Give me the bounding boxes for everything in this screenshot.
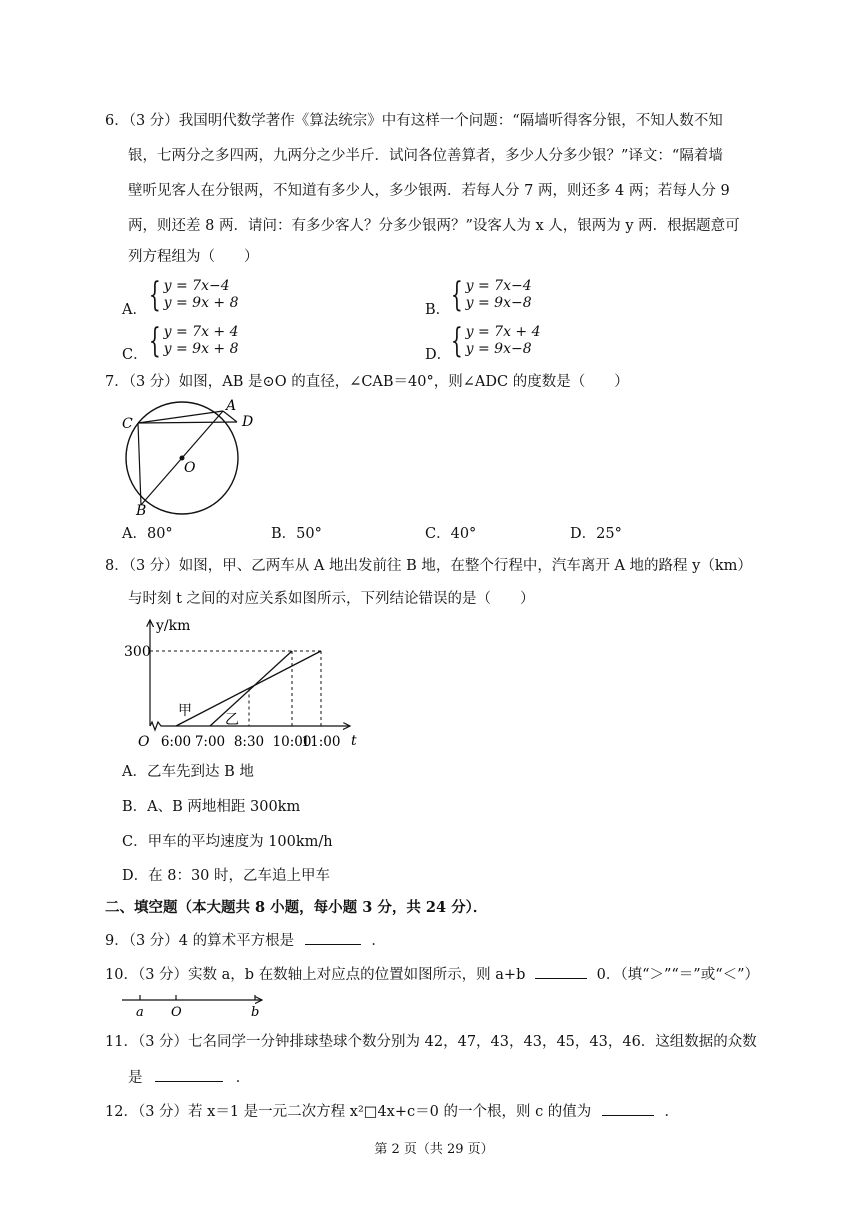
q8-distance-time-chart [124, 612, 368, 756]
q7-stem: 7．（3 分）如图，AB 是⊙O 的直径，∠CAB＝40°，则∠ADC 的度数是（ ） [105, 374, 629, 390]
q10-stem: 10．（3 分）实数 a，b 在数轴上对应点的位置如图所示，则 a+b [105, 967, 526, 983]
q7-option-b: B．50° [271, 526, 322, 542]
q11-stem-end: 是 [128, 1070, 143, 1086]
q7-option-d: D．25° [570, 526, 622, 542]
q12-answer-blank[interactable] [602, 1101, 654, 1116]
x-axis-label: t [351, 733, 357, 749]
q7-option-c: C．40° [425, 526, 477, 542]
q6-option-b-label: B． [425, 302, 451, 318]
x-tick-label: 11:00 [301, 734, 341, 750]
label-a: A [226, 398, 237, 414]
q12-line [105, 1101, 679, 1122]
q8-line-1: 8．（3 分）如图，甲、乙两车从 A 地出发前往 B 地，在整个行程中，汽车离开 A 地的路程 y（km） [105, 558, 752, 574]
q12-tail: ． [664, 1104, 680, 1120]
label-o: O [184, 460, 196, 476]
q11-line-2 [128, 1067, 250, 1088]
q11-tail: ． [235, 1070, 251, 1086]
label-b: B [136, 503, 147, 519]
label-d: D [242, 414, 254, 430]
q8-option-d: D．在 8：30 时，乙车追上甲车 [122, 868, 331, 884]
q9-tail: ． [371, 933, 386, 949]
q10-line [105, 964, 759, 985]
series-label-jia: 甲 [178, 703, 192, 719]
q8-option-a: A．乙车先到达 B 地 [122, 764, 254, 780]
q7-option-a: A．80° [122, 526, 173, 542]
equation: y = 9x + 8 [163, 341, 239, 357]
q10-number-line [118, 990, 268, 1020]
section-2-heading: 二、填空题（本大题共 8 小题，每小题 3 分，共 24 分）． [105, 899, 488, 916]
q8-option-c: C．甲车的平均速度为 100km/h [122, 834, 333, 850]
q9-line [105, 930, 386, 951]
equation: y = 7x−4 [163, 278, 230, 294]
q9-answer-blank[interactable] [305, 930, 361, 945]
q9-stem: 9．（3 分）4 的算术平方根是 [105, 933, 295, 949]
q6-option-a-system: { y = 7x−4 y = 9x + 8 [148, 275, 239, 315]
q8-line-2: 与时刻 t 之间的对应关系如图所示，下列结论错误的是（ ） [128, 591, 535, 607]
equation: y = 7x + 4 [163, 324, 239, 340]
q6-option-d-system: { y = 7x + 4 y = 9x−8 [450, 321, 541, 361]
x-tick-label: 7:00 [194, 734, 226, 750]
label-o: O [171, 1005, 182, 1020]
series-line-yi [210, 651, 292, 726]
q6-option-d-label: D． [425, 347, 452, 363]
q6-line-5: 列方程组为（ ） [128, 249, 259, 265]
q6-line-1: 6．（3 分）我国明代数学著作《算法统宗》中有这样一个问题：“隔墙听得客分银，不知人数不知 [105, 113, 723, 129]
q11-answer-blank[interactable] [155, 1067, 223, 1082]
chord-cd [138, 422, 237, 423]
equation: y = 7x−4 [465, 278, 532, 294]
q6-line-4: 两，则还差 8 两．请问：有多少客人？分多少银两？”设客人为 x 人，银两为 y 两．根据题意可 [128, 218, 740, 234]
x-tick-label: 6:00 [160, 734, 192, 750]
q6-option-c-label: C． [122, 347, 148, 363]
q6-line-3: 壁听见客人在分银两，不知道有多少人，多少银两．若每人分 7 两，则还多 4 两；若每人分 9 [128, 183, 730, 199]
q12-stem: 12．（3 分）若 x＝1 是一元二次方程 x²□4x+c＝0 的一个根，则 c 的值为 [105, 1104, 592, 1120]
label-b: b [251, 1005, 260, 1020]
equation: y = 9x−8 [465, 341, 532, 357]
q10-tail: 0．（填“＞”“＝”或“＜”） [596, 967, 760, 983]
q6-option-b-system: { y = 7x−4 y = 9x−8 [450, 275, 532, 315]
q8-option-b: B．A、B 两地相距 300km [122, 799, 301, 815]
label-c: C [122, 416, 133, 432]
y-tick-300: 300 [124, 644, 151, 660]
equation: y = 9x−8 [465, 295, 532, 311]
q11-line-1: 11．（3 分）七名同学一分钟排球垫球个数分别为 42，47，43，43，45，43，46．这组数据的众数 [105, 1034, 757, 1050]
q7-circle-figure [116, 398, 266, 518]
label-a: a [136, 1005, 144, 1020]
page-footer: 第 2 页（共 29 页） [374, 1142, 494, 1157]
q6-option-c-system: { y = 7x + 4 y = 9x + 8 [148, 321, 239, 361]
q6-line-2: 银，七两分之多四两，九两分之少半斤．试问各位善算者，多少人分多少银？”译文：“隔着墙 [128, 148, 723, 164]
chord-ca [138, 411, 223, 423]
y-axis-label: y/km [156, 618, 191, 634]
x-tick-label: 10:00 [272, 734, 312, 750]
origin-label: O [138, 734, 150, 750]
equation: y = 9x + 8 [163, 295, 239, 311]
q10-answer-blank[interactable] [535, 964, 587, 979]
q6-option-a-label: A． [122, 302, 147, 318]
equation: y = 7x + 4 [465, 324, 541, 340]
x-tick-label: 8:30 [233, 734, 265, 750]
series-label-yi: 乙 [225, 712, 239, 728]
